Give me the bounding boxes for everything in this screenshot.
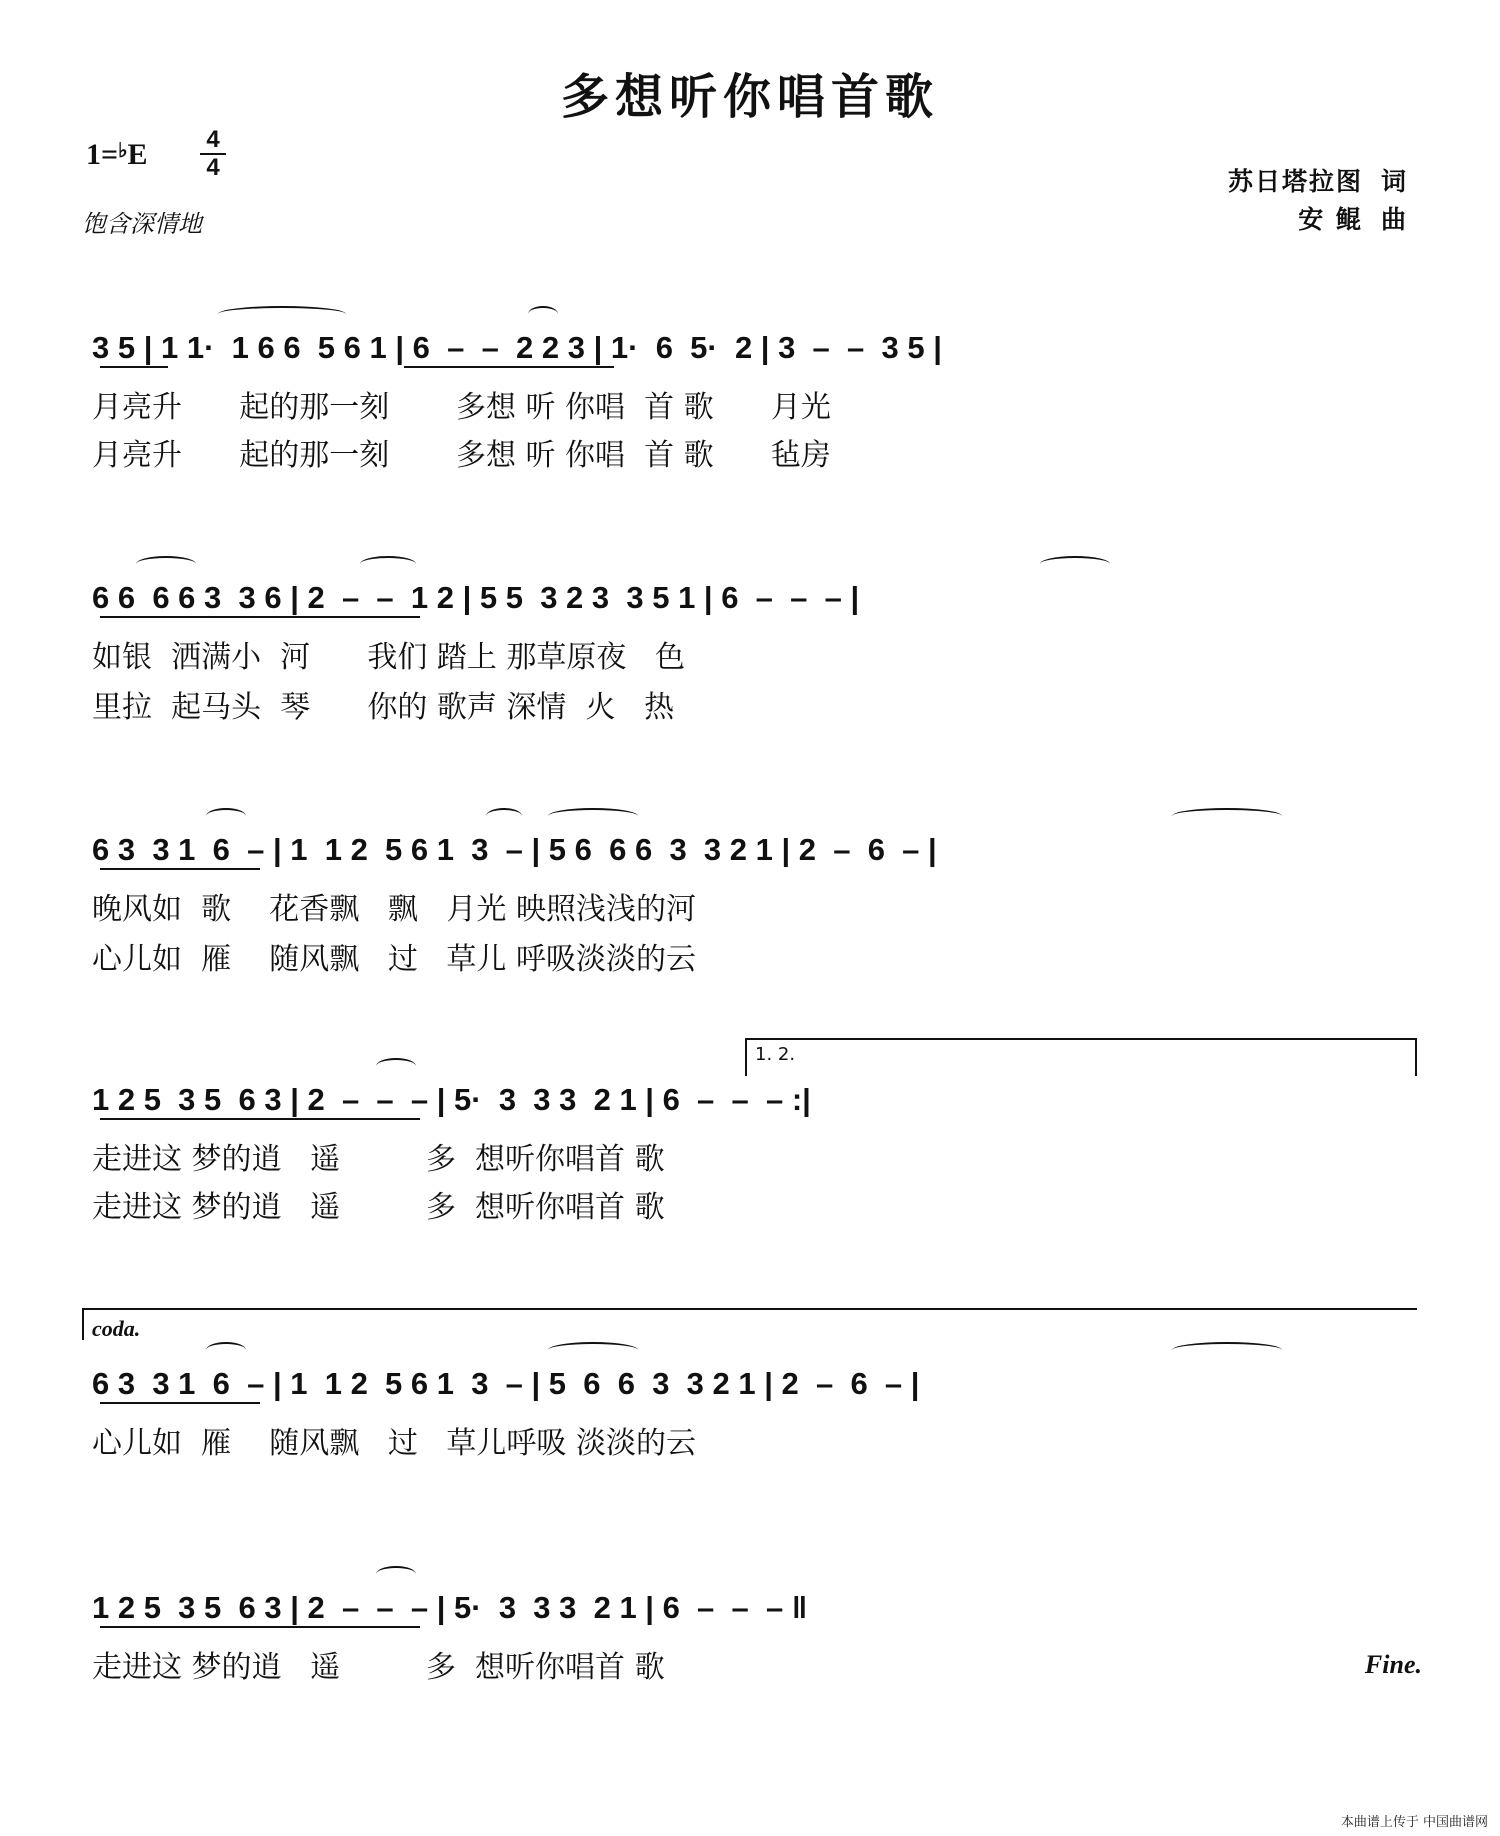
slur-mark: [218, 306, 346, 322]
lyric-line-5: 心儿如 雁 随风飘 过 草儿呼吸 淡淡的云: [92, 1426, 696, 1461]
slur-mark: [136, 556, 196, 572]
notation-line-1: 3 5 | 1 1· 1 6 6 5 6 1 | 6 – – 2 2 3 | 1· 6 5· 2 | 3 – – 3 5 |: [92, 330, 942, 365]
time-signature: [200, 128, 226, 180]
slur-mark: [206, 808, 246, 824]
lyricist-credit: [1228, 162, 1408, 198]
flat-sign: ♭: [118, 140, 128, 162]
coda-bracket-edge: [82, 1308, 84, 1340]
slur-mark: [548, 808, 638, 824]
beam-underline: [100, 366, 168, 368]
tempo-marking: 饱含深情地: [82, 210, 202, 238]
composer-name: 安 鲲: [1298, 205, 1363, 234]
composer-role: 曲: [1380, 205, 1408, 234]
beam-underline: [100, 1402, 260, 1404]
notation-line-5: 6 3 3 1 6 – | 1 1 2 5 6 1 3 – | 5 6 6 3 3 2 1 | 2 – 6 – |: [92, 1366, 920, 1401]
song-title: 多想听你唱首歌: [560, 69, 939, 125]
slur-mark: [548, 1342, 638, 1358]
beam-underline: [404, 366, 614, 368]
upload-footer: 本曲谱上传于 中国曲谱网: [1340, 1815, 1488, 1830]
beam-underline: [100, 868, 260, 870]
time-sig-bottom: 4: [206, 154, 220, 181]
slur-mark: [376, 1566, 416, 1582]
lyric-line-6: 走进这 梦的逍 遥 多 想听你唱首 歌: [92, 1650, 665, 1685]
beam-underline: [100, 616, 420, 618]
lyricist-role: 词: [1380, 167, 1408, 196]
composer-credit: [1298, 200, 1408, 236]
volta-bracket: [745, 1038, 1417, 1076]
slur-mark: [206, 1342, 246, 1358]
coda-label: coda.: [92, 1316, 141, 1341]
lyric-line-2-verse-1: 如银 洒满小 河 我们 踏上 那草原夜 色: [92, 640, 686, 675]
lyric-line-4-verse-1: 走进这 梦的逍 遥 多 想听你唱首 歌: [92, 1142, 665, 1177]
slur-mark: [1040, 556, 1110, 572]
key-signature: [86, 138, 148, 172]
lyricist-name: 苏日塔拉图: [1227, 167, 1363, 196]
lyric-line-2-verse-2: 里拉 起马头 琴 你的 歌声 深情 火 热: [92, 690, 675, 725]
lyric-line-3-verse-2: 心儿如 雁 随风飘 过 草儿 呼吸淡淡的云: [92, 942, 696, 977]
coda-bracket-line: [82, 1308, 1417, 1310]
fine-marking: Fine.: [1364, 1650, 1422, 1679]
notation-line-4: 1 2 5 3 5 6 3 | 2 – – – | 5· 3 3 3 2 1 | 6 – – – :|: [92, 1082, 811, 1117]
lyric-line-1-verse-2: 月亮升 起的那一刻 多想 听 你唱 首 歌 毡房: [92, 438, 831, 473]
lyric-line-3-verse-1: 晚风如 歌 花香飘 飘 月光 映照浅浅的河: [92, 892, 696, 927]
slur-mark: [486, 808, 522, 824]
time-sig-top: 4: [206, 126, 220, 153]
volta-label: 1. 2.: [755, 1044, 796, 1065]
beam-underline: [100, 1626, 420, 1628]
slur-mark: [376, 1058, 416, 1074]
notation-line-6: 1 2 5 3 5 6 3 | 2 – – – | 5· 3 3 3 2 1 | 6 – – – ‖: [92, 1590, 808, 1625]
notation-line-2: 6 6 6 6 3 3 6 | 2 – – 1 2 | 5 5 3 2 3 3 5 1 | 6 – – – |: [92, 580, 860, 615]
slur-mark: [1172, 808, 1282, 824]
key-note: E: [127, 138, 148, 171]
lyric-line-1-verse-1: 月亮升 起的那一刻 多想 听 你唱 首 歌 月光: [92, 390, 831, 425]
slur-mark: [360, 556, 416, 572]
slur-mark: [528, 306, 558, 322]
slur-mark: [1172, 1342, 1282, 1358]
notation-line-3: 6 3 3 1 6 – | 1 1 2 5 6 1 3 – | 5 6 6 6 3 3 2 1 | 2 – 6 – |: [92, 832, 937, 867]
key-prefix: 1=: [86, 138, 119, 171]
beam-underline: [100, 1118, 420, 1120]
lyric-line-4-verse-2: 走进这 梦的逍 遥 多 想听你唱首 歌: [92, 1190, 665, 1225]
